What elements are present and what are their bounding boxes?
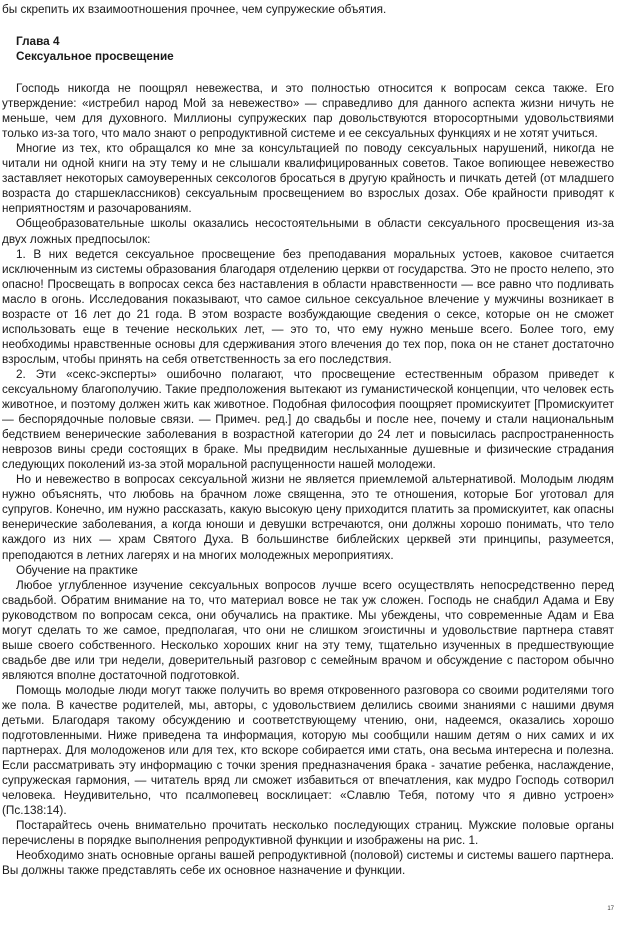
- paragraph: Многие из тех, кто обращался ко мне за консультацией по поводу сексуальных нарушений, никогда не читали ни одной книги на эту тему и не слышали квалифицированных советов. Такое вопиющее невежество заставляет некоторых самоуверенных сексологов бросаться в другую крайность и пичкать детей (от младшего возраста до старшеклассников) сексуальным просвещением во взрослых дозах. Обе крайности приводят к неприятностям и разочарованиям.: [2, 142, 614, 216]
- paragraph: Господь никогда не поощрял невежества, и это полностью относится к вопросам секса также. Его утверждение: «истребил народ Мой за невежество» — справедливо для данного аспекта жизни ничуть не меньше, чем для духовного. Миллионы супружеских пар довольствуются второсортными удовольствиями только из-за того, что мало знают о репродуктивной системе и ее сексуальных функциях и не хотят учиться.: [2, 82, 614, 141]
- chapter-number: Глава 4: [16, 35, 60, 49]
- paragraph: 1. В них ведется сексуальное просвещение без преподавания моральных устоев, каковое считается исключенным из системы образования благодаря отделению церкви от государства. Это не просто нелепо, это опасно! Просвещать в вопросах секса без наставления в области нравственности — все равно что подливать масло в огонь. Исследования показывают, что самое сильное сексуальное влечение у мужчины возникает в возрасте от 16 лет до 21 года. В этом возрасте возбуждающие сведения о сексе, которые он не сможет использовать еще в течение нескольких лет, — это то, что ему нужно меньше всего. Более того, ему необходимы нравственные основы для сдерживания этого влечения до тех пор, пока он не станет достаточно взрослым, чтобы принять на себя ответственность за его последствия.: [2, 247, 614, 366]
- continued-text-line: бы скрепить их взаимоотношения прочнее, чем супружеские объятия.: [2, 3, 387, 16]
- paragraph: Помощь молодые люди могут также получить во время откровенного разговора со своими родителями того же пола. В качестве родителей, мы, авторы, с удовольствием делились своими знаниями с нашими двумя детьми. Благодаря такому обсуждению и соответствующему чтению, они, надеемся, оказались хорошо подготовленными. Ниже приведена та информация, которую мы сообщили нашим детям о них самих и их партнерах. Для молодоженов или для тех, кто вскоре собирается ими стать, она весьма интересна и полезна. Если рассматривать эту информацию с точки зрения предназначения брака - зачатие ребенка, наслаждение, супружеская гармония, — читатель вряд ли сможет избавиться от впечатления, как мудро Господь сотворил человека. Неудивительно, что псалмопевец восклицает: «Славлю Тебя, потому что я дивно устроен» (Пс.138:14).: [2, 683, 614, 818]
- paragraph: Постарайтесь очень внимательно прочитать несколько последующих страниц. Мужские половые органы перечислены в порядке выполнения репродуктивной функции и изображены на рис. 1.: [2, 819, 614, 848]
- chapter-title: Сексуальное просвещение: [16, 50, 174, 64]
- paragraph: Любое углубленное изучение сексуальных вопросов лучше всего осуществлять непосредственно перед свадьбой. Обратим внимание на то, что материал вовсе не так уж сложен. Господь не снабдил Адама и Еву руководством по вопросам секса, они обучались на практике. Мы убеждены, что современные Адам и Ева могут сделать то же самое, предполагая, что они не слишком эгоистичны и удовольствие партнера ставят выше своего собственного. Несколько хороших книг на эту тему, тщательно изученных в предшествующие свадьбе две или три недели, доверительный разговор с семейным врачом и обсуждение с пастором обычно являются вполне достаточной подготовкой.: [2, 578, 614, 682]
- page-number: 17: [607, 905, 614, 912]
- paragraph: Общеобразовательные школы оказались несостоятельными в области сексуального просвещения из-за двух ложных предпосылок:: [2, 217, 614, 246]
- paragraph: Но и невежество в вопросах сексуальной жизни не является приемлемой альтернативой. Молодым людям нужно объяснять, что любовь на брачном ложе священна, это те отношения, которые Бог уготовал для супругов. Конечно, им нужно рассказать, какую высокую цену приходится платить за промискуитет, как опасны венерические заболевания, а когда юноши и девушки встречаются, они должны хорошо понимать, что тело каждого из них — храм Святого Духа. В большинстве библейских церквей эти принципы, разумеется, преподаются в летних лагерях и на многих молодежных мероприятиях.: [2, 473, 614, 562]
- paragraph: 2. Эти «секс-эксперты» ошибочно полагают, что просвещение естественным образом приведет к сексуальному благополучию. Такие предположения вытекают из гуманистической концепции, что человек есть животное, и поэтому должен жить как животное. Подобная философия поощряет промискуитет [Промискуитет — беспорядочные половые связи. — Примеч. ред.] до свадьбы и после нее, почему и стали национальным бедствием венерические заболевания в возрастной категории до 24 лет и повысилась распространенность неврозов вины среди состоящих в браке. Мы предвидим неслыханные душевные и физические страдания следующих поколений из-за этой моральной распущенности нашей молодежи.: [2, 367, 614, 472]
- chapter-heading: [16, 34, 614, 64]
- paragraph: Необходимо знать основные органы вашей репродуктивной (половой) системы и системы вашего партнера. Вы должны также представлять себе их основное назначение и функции.: [2, 849, 614, 878]
- section-subheading: Обучение на практике: [16, 563, 138, 577]
